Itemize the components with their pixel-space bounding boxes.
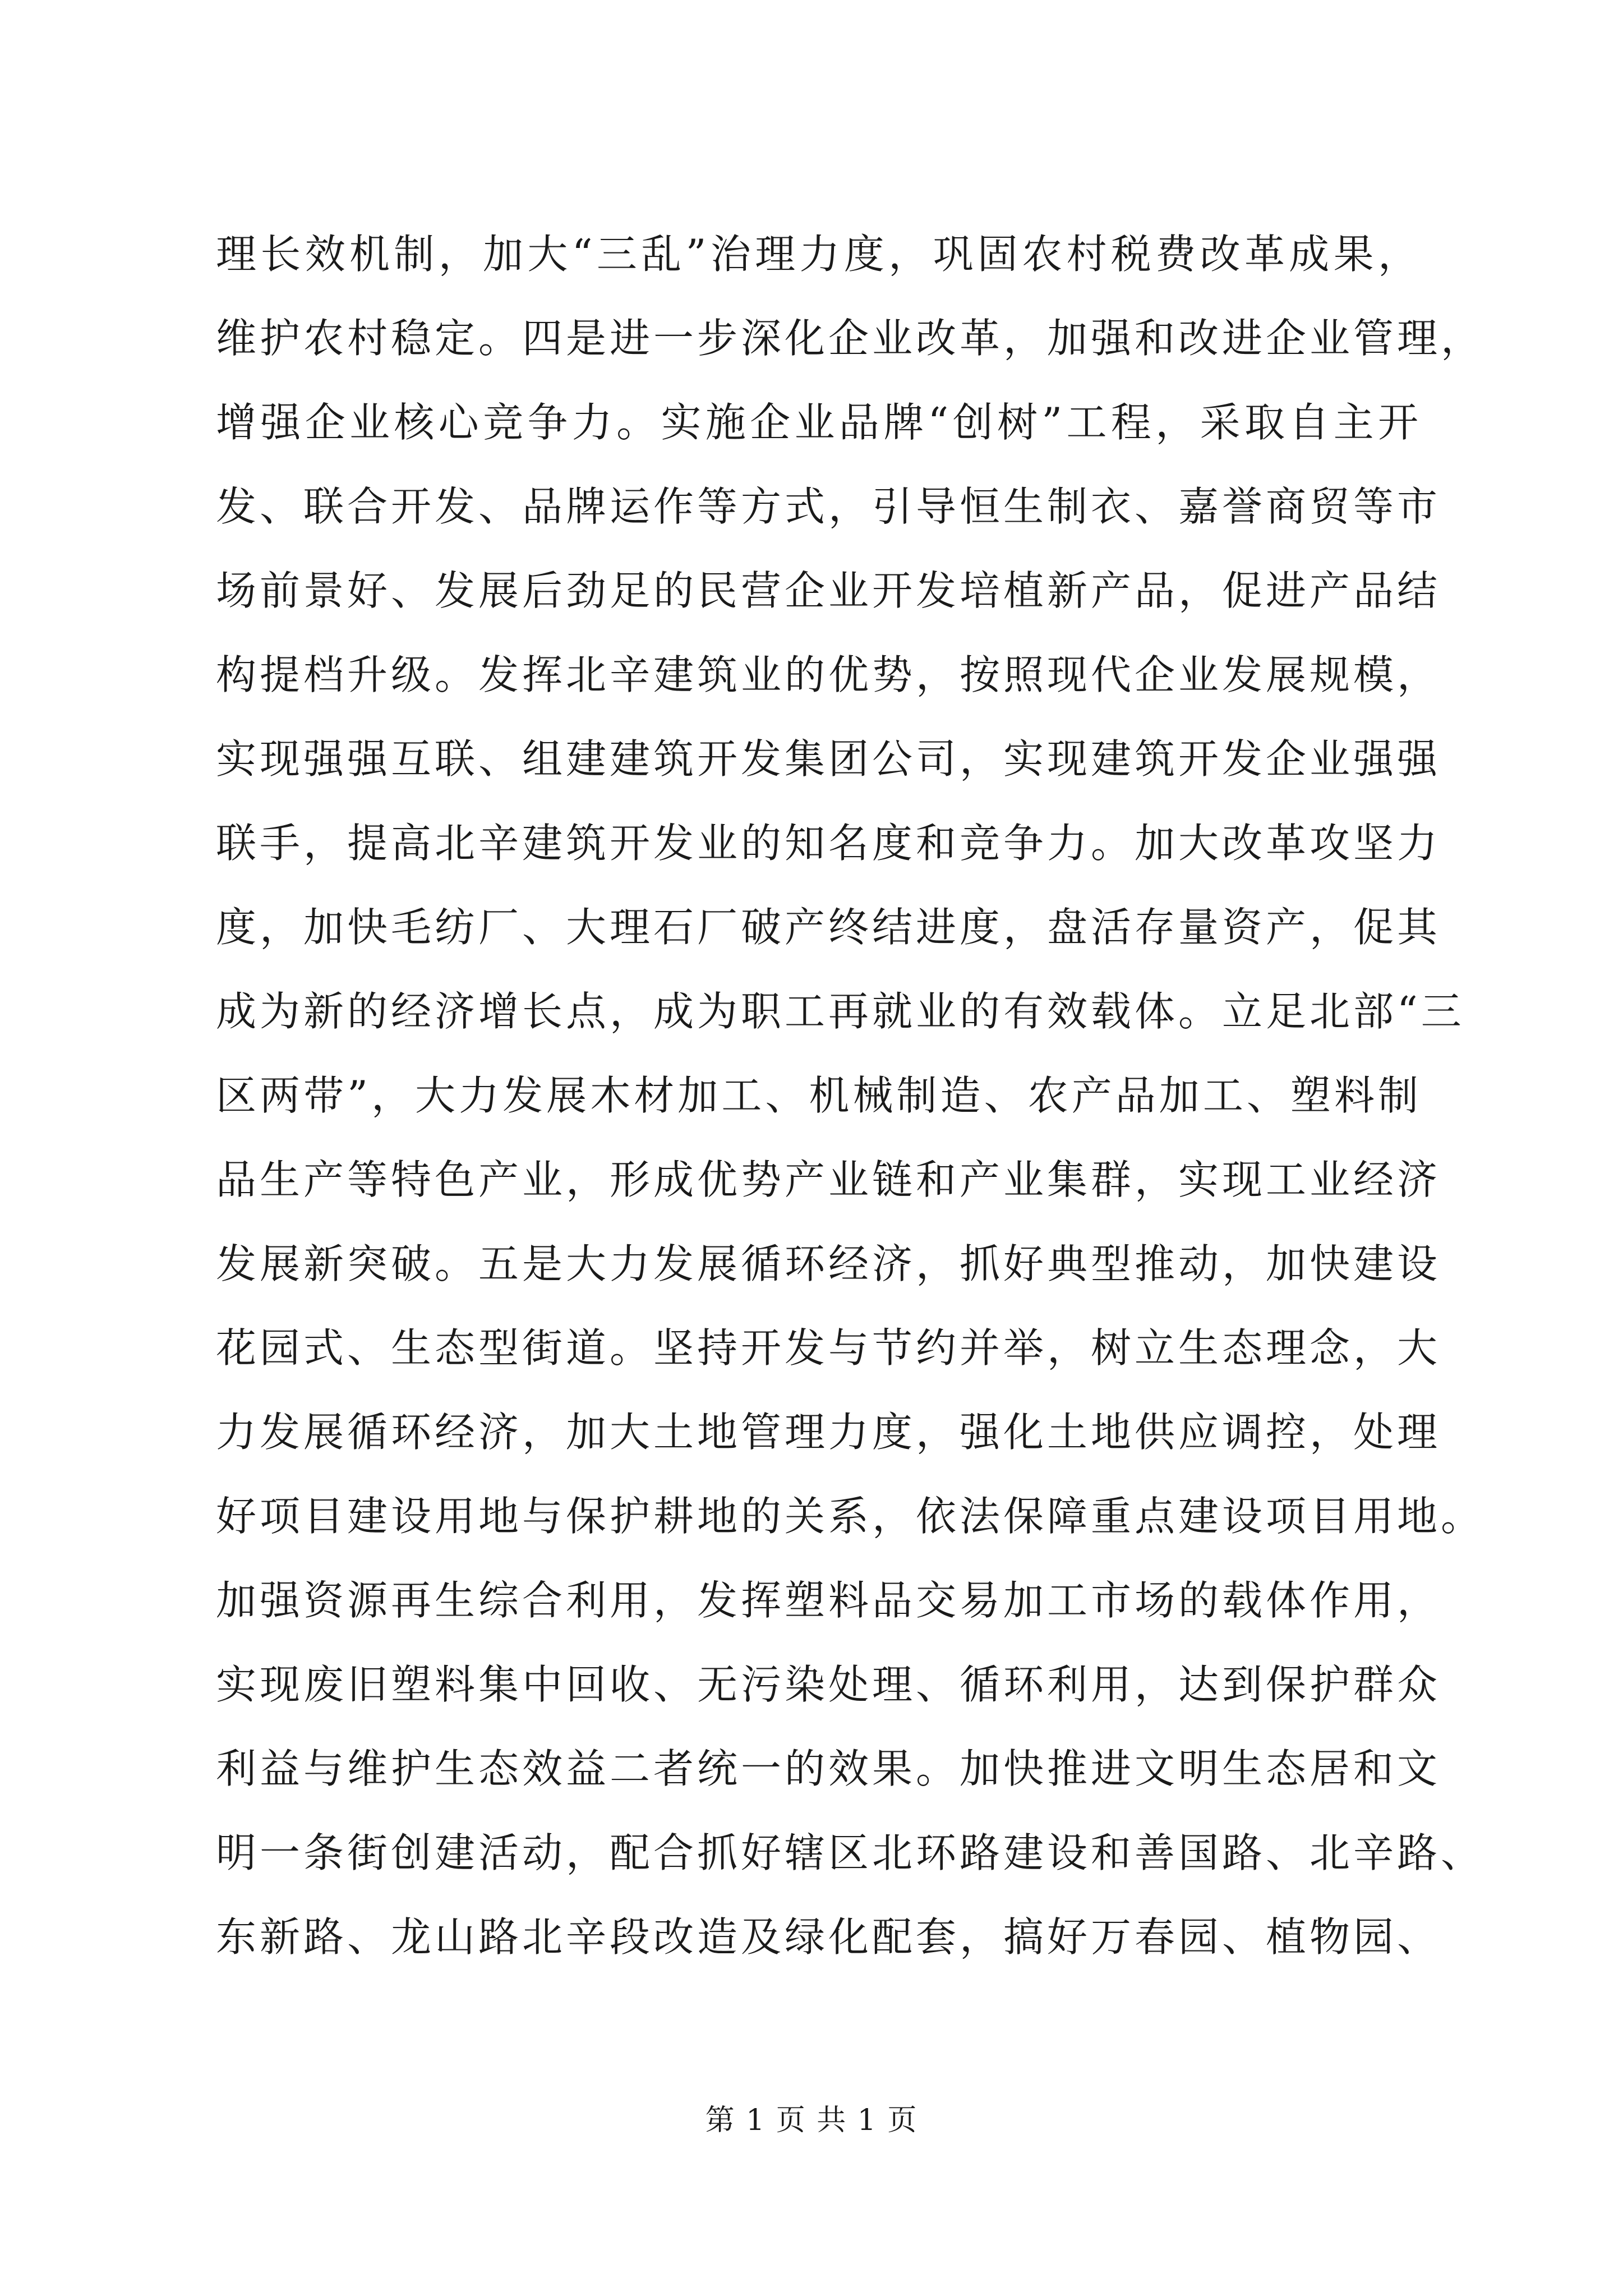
text-line: 场前景好、发展后劲足的民营企业开发培植新产品，促进产品结: [216, 567, 1441, 614]
text-line: 好项目建设用地与保护耕地的关系，依法保障重点建设项目用地。: [216, 1493, 1485, 1540]
text-line: 维护农村稳定。四是进一步深化企业改革，加强和改进企业管理，: [216, 315, 1485, 362]
text-line: 利益与维护生态效益二者统一的效果。加快推进文明生态居和文: [216, 1745, 1441, 1792]
text-line: 理长效机制，加大“三乱”治理力度，巩固农村税费改革成果，: [216, 231, 1422, 278]
body-text: [216, 212, 1485, 1979]
text-line: 明一条街创建活动，配合抓好辖区北环路建设和善国路、北辛路、: [216, 1829, 1485, 1876]
text-line: 增强企业核心竞争力。实施企业品牌“创树”工程，采取自主开: [216, 399, 1422, 446]
text-line: 品生产等特色产业，形成优势产业链和产业集群，实现工业经济: [216, 1156, 1441, 1203]
text-line: 发、联合开发、品牌运作等方式，引导恒生制衣、嘉誉商贸等市: [216, 483, 1441, 530]
text-line: 构提档升级。发挥北辛建筑业的优势，按照现代企业发展规模，: [216, 651, 1441, 698]
text-line: 实现强强互联、组建建筑开发集团公司，实现建筑开发企业强强: [216, 735, 1441, 783]
text-line: 区两带”，大力发展木材加工、机械制造、农产品加工、塑料制: [216, 1072, 1422, 1119]
page-footer: 第 1 页 共 1 页: [705, 2104, 918, 2137]
text-line: 加强资源再生综合利用，发挥塑料品交易加工市场的载体作用，: [216, 1577, 1441, 1624]
text-line: 联手，提高北辛建筑开发业的知名度和竞争力。加大改革攻坚力: [216, 820, 1441, 867]
text-line: 实现废旧塑料集中回收、无污染处理、循环利用，达到保护群众: [216, 1661, 1441, 1708]
text-line: 发展新突破。五是大力发展循环经济，抓好典型推动，加快建设: [216, 1240, 1441, 1287]
text-line: 花园式、生态型街道。坚持开发与节约并举，树立生态理念，大: [216, 1324, 1441, 1372]
text-line: 度，加快毛纺厂、大理石厂破产终结进度，盘活存量资产，促其: [216, 904, 1441, 951]
text-line: 成为新的经济增长点，成为职工再就业的有效载体。立足北部“三: [216, 988, 1465, 1035]
text-line: 东新路、龙山路北辛段改造及绿化配套，搞好万春园、植物园、: [216, 1913, 1441, 1961]
text-line: 力发展循环经济，加大土地管理力度，强化土地供应调控，处理: [216, 1409, 1441, 1456]
